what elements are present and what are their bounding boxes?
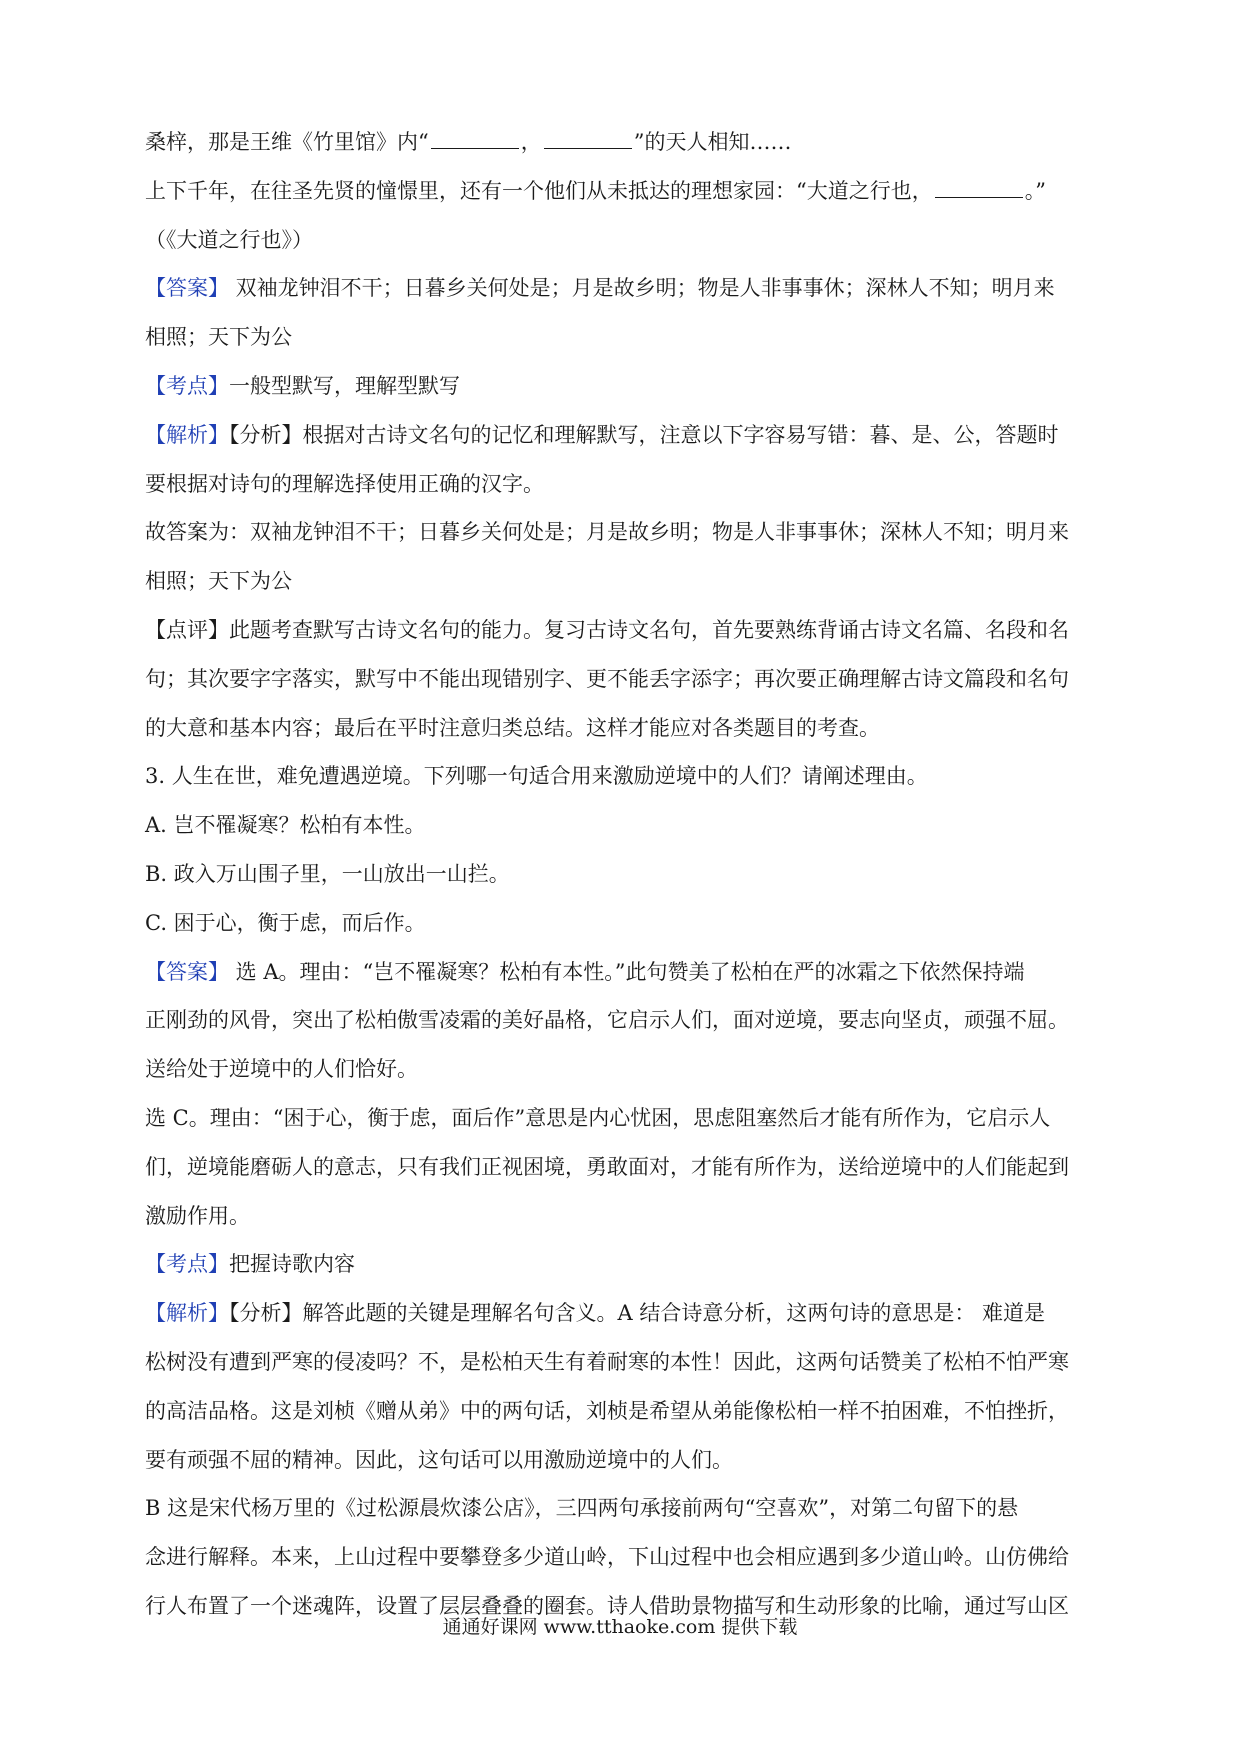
- text-line: [145, 167, 1105, 216]
- text-segment: 句；其次要字字落实，默写中不能出现错别字、更不能丢字添字；再次要正确理解古诗文篇段和名句: [145, 666, 1069, 691]
- text-segment: 激励作用。: [145, 1203, 250, 1228]
- text-line: [145, 996, 1105, 1045]
- text-line: [145, 264, 1105, 313]
- text-segment: ”的天人相知……: [633, 130, 792, 154]
- text-line: [145, 216, 1105, 265]
- section-tag: 【考点】: [145, 1252, 229, 1277]
- text-line: [145, 655, 1105, 704]
- text-segment: C. 困于心，衡于虑，而后作。: [145, 910, 426, 935]
- text-line: [145, 1192, 1105, 1241]
- text-segment: 选 C。理由：“困于心，衡于虑，面后作”意思是内心忧困，思虑阻塞然后才能有所作为，它启示人: [145, 1105, 1051, 1130]
- text-line: [145, 1338, 1105, 1387]
- section-tag: 【考点】: [145, 373, 229, 398]
- text-line: [145, 704, 1105, 753]
- text-line: [145, 1143, 1105, 1192]
- text-line: [145, 606, 1105, 655]
- text-line: [145, 1289, 1105, 1338]
- text-line: [145, 1045, 1105, 1094]
- text-line: [145, 411, 1105, 460]
- section-tag: 【答案】: [145, 959, 229, 984]
- fill-in-blank: [935, 177, 1023, 198]
- text-segment: 【分析】解答此题的关键是理解名句含义。A 结合诗意分析，这两句诗的意思是： 难道是: [229, 1301, 1046, 1326]
- text-segment: B. 政入万山围子里，一山放出一山拦。: [145, 861, 510, 886]
- text-segment: 上下千年，在往圣先贤的憧憬里，还有一个他们从未抵达的理想家园：“大道之行也，: [145, 178, 933, 203]
- text-line: [145, 508, 1105, 557]
- text-segment: 松树没有遭到严寒的侵凌吗？不，是松柏天生有着耐寒的本性！因此，这两句话赞美了松柏不怕严寒: [145, 1349, 1069, 1374]
- text-segment: B 这是宋代杨万里的《过松源晨炊漆公店》，三四两句承接前两句“空喜欢”，对第二句留下的悬: [145, 1496, 1019, 1521]
- text-segment: 正刚劲的风骨，突出了松柏傲雪凌霜的美好晶格，它启示人们，面对逆境，要志向坚贞，顽强不屈。: [145, 1008, 1069, 1033]
- text-line: [145, 460, 1105, 509]
- fill-in-blank: [431, 128, 519, 149]
- page-footer: 通通好课网 www.tthaoke.com 提供下载: [442, 1616, 798, 1638]
- text-line: [145, 899, 1105, 948]
- text-segment: 把握诗歌内容: [229, 1252, 355, 1277]
- text-segment: 桑梓，那是王维《竹里馆》内“: [145, 130, 429, 154]
- text-segment: 3. 人生在世，难免遭遇逆境。下列哪一句适合用来激励逆境中的人们？请阐述理由。: [145, 764, 928, 789]
- text-segment: ，: [520, 130, 542, 154]
- text-segment: 的大意和基本内容；最后在平时注意归类总结。这样才能应对各类题目的考查。: [145, 715, 880, 740]
- section-tag: 【解析】: [145, 1301, 229, 1326]
- text-segment: 相照；天下为公: [145, 569, 292, 594]
- section-tag: 【解析】: [145, 422, 229, 447]
- text-line: [145, 801, 1105, 850]
- text-segment: 。”: [1024, 178, 1046, 203]
- text-segment: 一般型默写，理解型默写: [229, 373, 460, 398]
- text-line: [145, 1094, 1105, 1143]
- text-line: [145, 948, 1105, 997]
- text-line: [145, 1436, 1105, 1485]
- text-segment: 念进行解释。本来，上山过程中要攀登多少道山岭，下山过程中也会相应遇到多少道山岭。山仿佛给: [145, 1545, 1069, 1570]
- text-line: [145, 362, 1105, 411]
- text-segment: A. 岂不罹凝寒？松柏有本性。: [145, 813, 426, 838]
- text-segment: 故答案为：双袖龙钟泪不干；日暮乡关何处是；月是故乡明；物是人非事事休；深林人不知；明月来: [145, 520, 1069, 545]
- text-line: [145, 1533, 1105, 1582]
- text-line: [145, 557, 1105, 606]
- text-segment: （《大道之行也》）: [145, 227, 313, 252]
- text-segment: 选 A。理由：“岂不罹凝寒？松柏有本性。”此句赞美了松柏在严的冰霜之下依然保持端: [229, 959, 1025, 984]
- text-line: [145, 752, 1105, 801]
- fill-in-blank: [544, 128, 632, 149]
- text-line: [145, 1240, 1105, 1289]
- text-segment: 【点评】此题考查默写古诗文名句的能力。复习古诗文名句，首先要熟练背诵古诗文名篇、名段和名: [145, 617, 1069, 642]
- text-line: [145, 1484, 1105, 1533]
- text-segment: 送给处于逆境中的人们恰好。: [145, 1057, 418, 1082]
- text-segment: 要有顽强不屈的精神。因此，这句话可以用激励逆境中的人们。: [145, 1447, 733, 1472]
- text-segment: 的高洁品格。这是刘桢《赠从弟》中的两句话，刘桢是希望从弟能像松柏一样不拍困难，不怕挫折，: [145, 1398, 1069, 1423]
- text-line: [145, 118, 1105, 167]
- text-segment: 相照；天下为公: [145, 325, 292, 350]
- text-line: [145, 1387, 1105, 1436]
- text-segment: 行人布置了一个迷魂阵，设置了层层叠叠的圈套。诗人借助景物描写和生动形象的比喻，通过写山区: [145, 1593, 1069, 1618]
- text-segment: 【分析】根据对古诗文名句的记忆和理解默写，注意以下字容易写错：暮、是、公，答题时: [229, 422, 1059, 447]
- document-body: [145, 118, 1105, 1631]
- text-segment: 们，逆境能磨砺人的意志，只有我们正视困境，勇敢面对，才能有所作为，送给逆境中的人们能起到: [145, 1154, 1069, 1179]
- text-line: [145, 850, 1105, 899]
- section-tag: 【答案】: [145, 276, 229, 301]
- text-segment: 双袖龙钟泪不干；日暮乡关何处是；月是故乡明；物是人非事事休；深林人不知；明月来: [229, 276, 1055, 301]
- text-line: [145, 313, 1105, 362]
- text-segment: 要根据对诗句的理解选择使用正确的汉字。: [145, 471, 544, 496]
